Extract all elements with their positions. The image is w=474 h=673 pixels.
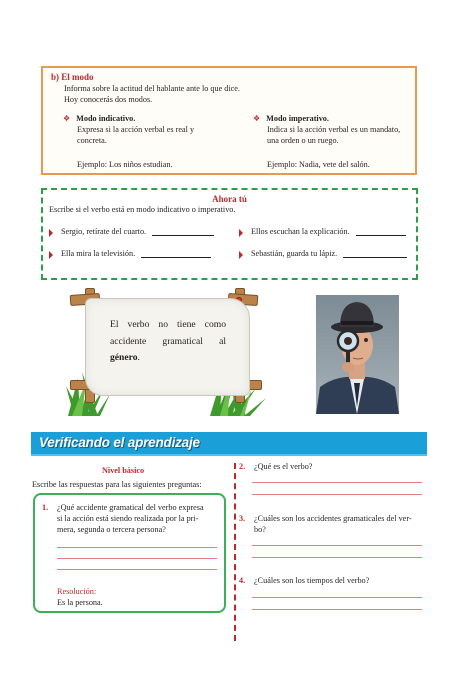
answer-blank[interactable] <box>152 235 214 236</box>
exercise-item-text: Ellos escuchan la explicación. <box>251 227 350 236</box>
diamond-bullet-icon: ❖ <box>63 114 71 123</box>
resolucion-text: Es la persona. <box>57 598 103 607</box>
answer-line[interactable] <box>252 482 422 483</box>
modo-description <box>64 84 404 106</box>
modo-indicativo-example: Ejemplo: Los niños estudian. <box>77 160 173 169</box>
question-2-text: ¿Qué es el verbo? <box>254 462 313 471</box>
modo-indicativo <box>63 114 233 146</box>
modo-imperativo-line2: una orden o un ruego. <box>267 135 339 145</box>
triangle-bullet-icon <box>239 229 243 237</box>
verificando-header <box>31 432 427 454</box>
scroll-text-line1: El verbo no tiene como <box>110 319 226 330</box>
answer-blank[interactable] <box>141 257 211 258</box>
question-4 <box>239 576 429 587</box>
nivel-label: Nivel básico <box>102 466 145 475</box>
question-3 <box>239 514 429 536</box>
answer-line[interactable] <box>252 494 422 495</box>
question-1-line2: si la acción está siendo realizada por la pri- <box>57 513 199 523</box>
modo-imperativo-head: Modo imperativo. <box>266 114 329 123</box>
diamond-bullet-icon: ❖ <box>253 114 261 123</box>
modo-description-line1: Informa sobre la actitud del hablante ante lo que dice. <box>64 84 240 93</box>
scroll-text <box>110 317 226 367</box>
answer-blank[interactable] <box>343 257 407 258</box>
exercise-item <box>239 227 406 238</box>
answer-line[interactable] <box>252 597 422 598</box>
answer-line[interactable] <box>57 547 217 548</box>
verificando-header-underline <box>31 454 427 456</box>
answer-line[interactable] <box>57 558 217 559</box>
modo-imperativo <box>253 114 423 146</box>
question-2 <box>239 462 429 473</box>
exercise-item <box>239 249 407 260</box>
modo-imperativo-example: Ejemplo: Nadia, vete del salón. <box>267 160 370 169</box>
question-1-line3: mera, segunda o tercera persona? <box>57 524 166 534</box>
column-divider <box>234 463 236 641</box>
question-number: 3. <box>239 514 246 523</box>
verificando-title: Verificando el aprendizaje <box>39 435 200 450</box>
modo-imperativo-line1: Indica si la acción verbal es un mandato, <box>267 124 401 134</box>
ahora-tu-instruction: Escribe si el verbo está en modo indicativo o imperativo. <box>49 205 236 214</box>
answer-blank[interactable] <box>356 235 406 236</box>
question-4-text: ¿Cuáles son los tiempos del verbo? <box>254 576 370 585</box>
instructions: Escribe las respuestas para las siguientes preguntas: <box>32 480 202 489</box>
question-number: 2. <box>239 462 246 471</box>
question-number: 4. <box>239 576 246 585</box>
question-3-line2: bo? <box>254 524 266 534</box>
answer-line[interactable] <box>252 545 422 546</box>
modo-section-box <box>41 66 417 175</box>
ahora-tu-box <box>41 188 418 280</box>
exercise-item <box>49 227 214 238</box>
answer-line[interactable] <box>252 609 422 610</box>
ahora-tu-title: Ahora tú <box>212 194 247 204</box>
modo-indicativo-line1: Expresa si la acción verbal es real y <box>77 124 195 134</box>
question-1 <box>42 503 222 535</box>
modo-title: b) El modo <box>51 72 94 82</box>
detective-with-magnifier-icon <box>316 295 399 414</box>
exercise-item <box>49 249 211 260</box>
scroll-text-end: . <box>137 352 140 363</box>
question-3-line1: ¿Cuáles son los accidentes gramaticales del ver- <box>254 514 412 523</box>
answer-line[interactable] <box>252 557 422 558</box>
modo-indicativo-line2: concreta. <box>77 135 107 145</box>
question-number: 1. <box>42 503 49 512</box>
triangle-bullet-icon <box>239 251 243 259</box>
question-1-box <box>33 493 226 613</box>
exercise-item-text: Ella mira la televisión. <box>61 249 136 258</box>
paper-scroll <box>85 298 250 396</box>
exercise-item-text: Sergio, retírate del cuarto. <box>61 227 147 236</box>
scroll-text-bold: género <box>110 352 138 363</box>
triangle-bullet-icon <box>49 251 53 259</box>
modo-description-line2: Hoy conocerás dos modos. <box>64 94 153 104</box>
scroll-text-line2: accidente gramatical al <box>110 335 226 347</box>
detective-photo <box>316 295 399 414</box>
question-1-line1: ¿Qué accidente gramatical del verbo expresa <box>57 503 204 512</box>
modo-indicativo-head: Modo indicativo. <box>76 114 136 123</box>
exercise-item-text: Sebastián, guarda tu lápiz. <box>251 249 338 258</box>
answer-line[interactable] <box>57 569 217 570</box>
triangle-bullet-icon <box>49 229 53 237</box>
resolucion-label: Resolución: <box>57 587 97 596</box>
